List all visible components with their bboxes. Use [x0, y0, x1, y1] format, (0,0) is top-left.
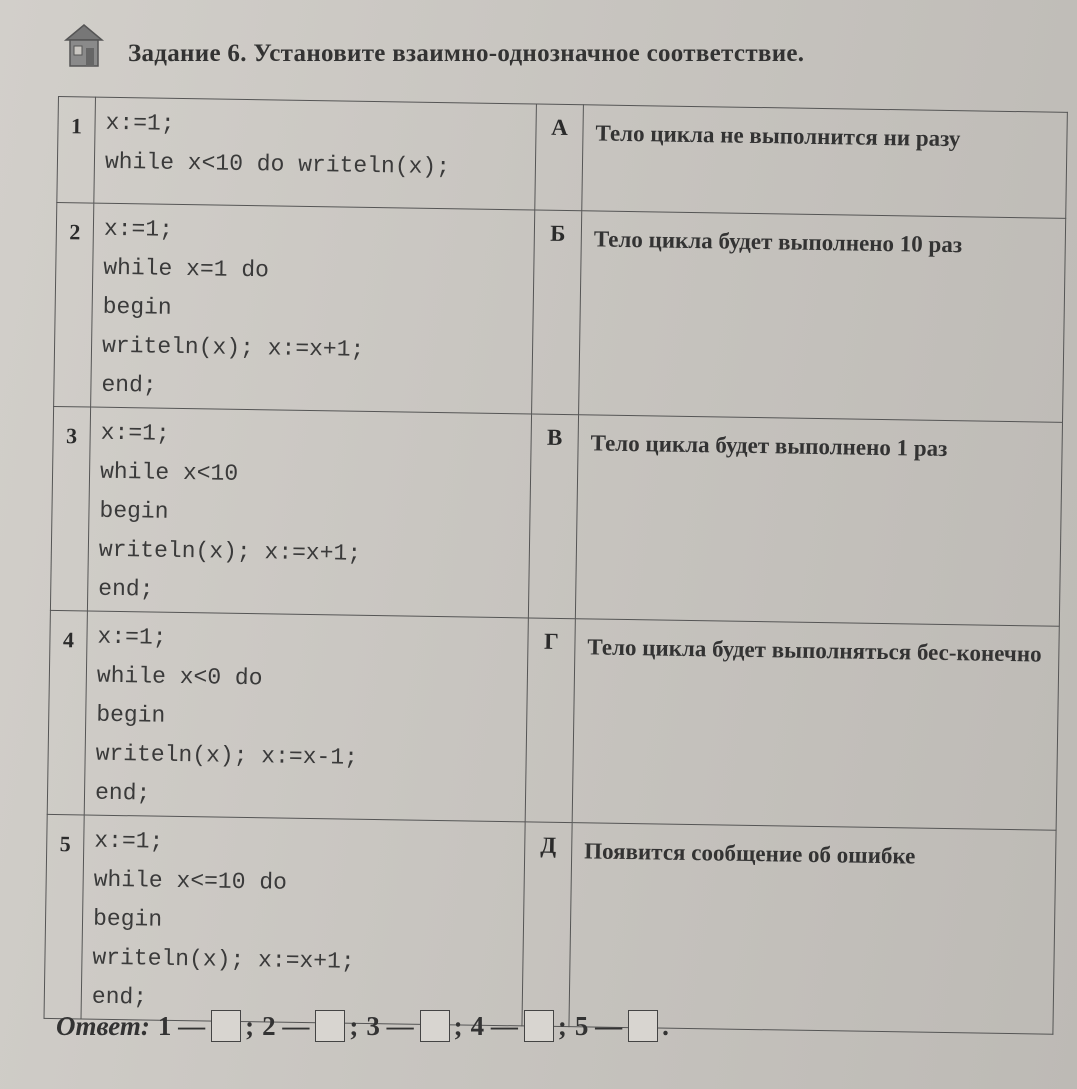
code-line: x:=1; — [94, 827, 164, 855]
row-number: 3 — [50, 406, 90, 611]
table-row — [50, 406, 1062, 626]
code-line: x:=1; — [97, 623, 167, 651]
option-letter: В — [528, 414, 578, 619]
code-line: end; — [91, 983, 148, 1011]
answer-num: 1 — [157, 1010, 172, 1041]
answer-dash: — — [282, 1010, 310, 1041]
task-label: Задание 6. — [128, 40, 247, 67]
matching-table — [44, 96, 1068, 1035]
house-icon — [62, 22, 106, 70]
option-letter: Б — [532, 210, 582, 415]
code-line: writeln(x); x:=x+1; — [101, 332, 365, 363]
code-cell — [87, 407, 531, 618]
code-line: begin — [102, 293, 172, 321]
option-letter: А — [535, 104, 584, 211]
answer-num: 4 — [470, 1010, 485, 1041]
answer-dash: — — [595, 1010, 623, 1041]
answer-item — [471, 1010, 575, 1042]
answer-dash: — — [490, 1010, 518, 1041]
code-cell — [91, 203, 535, 414]
answer-dash: — — [386, 1010, 414, 1041]
code-line: while x<10 — [99, 458, 239, 487]
row-number: 4 — [47, 610, 87, 815]
table-row — [54, 202, 1066, 422]
answer-item — [158, 1010, 262, 1042]
code-line: x:=1; — [100, 419, 170, 447]
answer-num: 2 — [262, 1010, 276, 1041]
answer-box[interactable] — [628, 1010, 658, 1042]
answer-separator: ; — [245, 1010, 255, 1041]
row-number: 1 — [57, 97, 96, 204]
table-row — [57, 97, 1068, 219]
code-line: x:=1; — [103, 215, 174, 243]
code-line: end; — [98, 575, 154, 603]
code-line: end; — [94, 779, 151, 807]
code-line: begin — [99, 497, 169, 525]
code-cell — [81, 815, 525, 1026]
task-text: Установите взаимно-однозначное соответствие. — [253, 40, 805, 67]
option-letter: Д — [522, 822, 572, 1027]
code-line: while x=1 do — [103, 254, 270, 284]
answer-separator: ; — [557, 1010, 567, 1041]
task-title — [128, 40, 804, 68]
row-number: 5 — [44, 814, 84, 1019]
code-line: while x<10 do writeln(x); — [104, 148, 451, 181]
code-line: begin — [96, 701, 166, 729]
row-number: 2 — [54, 202, 94, 407]
answer-item — [575, 1010, 677, 1042]
answer-label: Ответ: — [56, 1010, 150, 1041]
answer-box[interactable] — [315, 1010, 345, 1042]
option-text: Тело цикла будет выполнено 1 раз — [575, 415, 1062, 627]
option-letter: Г — [525, 618, 575, 823]
option-text: Тело цикла будет выполнено 10 раз — [579, 211, 1066, 423]
code-line: writeln(x); x:=x+1; — [92, 944, 355, 975]
answer-num: 5 — [574, 1010, 589, 1041]
code-line: end; — [101, 371, 157, 399]
code-line: x:=1; — [105, 109, 175, 137]
code-line: while x<=10 do — [93, 866, 288, 896]
code-cell — [94, 97, 537, 210]
code-cell — [84, 611, 528, 822]
option-text: Тело цикла не выполнится ни разу — [582, 105, 1068, 219]
answer-num: 3 — [366, 1010, 380, 1041]
code-line: while x<0 do — [96, 662, 263, 692]
code-line: writeln(x); x:=x+1; — [98, 536, 362, 567]
answer-box[interactable] — [211, 1010, 241, 1042]
option-text: Появится сообщение об ошибке — [569, 823, 1056, 1035]
option-text: Тело цикла будет выполняться бес-конечно — [572, 619, 1059, 831]
answer-separator: ; — [349, 1010, 359, 1041]
answer-line — [56, 1010, 677, 1042]
code-line: begin — [92, 905, 163, 933]
answer-box[interactable] — [420, 1010, 450, 1042]
answer-item — [262, 1010, 366, 1042]
answer-separator: ; — [453, 1010, 463, 1041]
code-line: writeln(x); x:=x-1; — [95, 740, 359, 771]
answer-item — [366, 1010, 470, 1042]
table-row — [44, 814, 1056, 1034]
answer-dash: — — [178, 1010, 206, 1041]
table-row — [47, 610, 1059, 830]
answer-box[interactable] — [524, 1010, 554, 1042]
answer-separator: . — [662, 1010, 669, 1041]
